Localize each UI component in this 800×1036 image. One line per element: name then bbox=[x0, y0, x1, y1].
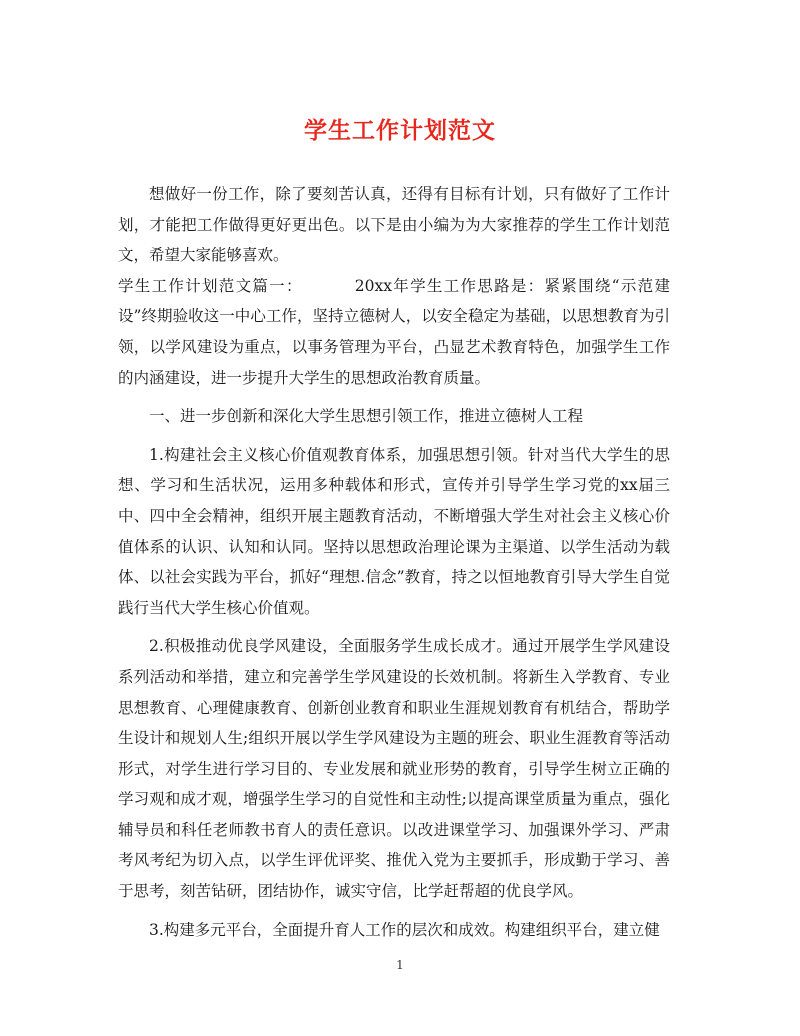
page-number: 1 bbox=[396, 958, 404, 972]
chapter-paragraph bbox=[118, 271, 670, 393]
intro-paragraph: 想做好一份工作，除了要刻苦认真，还得有目标有计划，只有做好了工作计划，才能把工作做得更好更出色。以下是由小编为为大家推荐的学生工作计划范文，希望大家能够喜欢。 bbox=[118, 185, 670, 265]
item-3-paragraph: 3.构建多元平台，全面提升育人工作的层次和成效。构建组织平台，建立健 bbox=[149, 920, 660, 939]
document-body bbox=[118, 179, 670, 945]
chapter-text: 20xx年学生工作思路是：紧紧围绕“示范建设”终期验收这一中心工作，坚持立德树人，以安全稳定为基础，以思想教育为引领，以学风建设为重点，以事务管理为平台，凸显艺术教育特色，加强学生工作的内涵建设，进一步提升大学生的思想政治教育质量。 bbox=[118, 276, 670, 387]
section-heading: 一、进一步创新和深化大学生思想引领工作，推进立德树人工程 bbox=[149, 407, 584, 426]
document-title: 学生工作计划范文 bbox=[304, 117, 496, 144]
item-2-paragraph: 2.积极推动优良学风建设，全面服务学生成长成才。通过开展学生学风建设系列活动和举措，建立和完善学生学风建设的长效机制。将新生入学教育、专业思想教育、心理健康教育、创新创业教育和职业生涯规划教育有机结合，帮助学生设计和规划人生;组织开展以学生学风建设为主题的班会、职业生涯教育等活动形式，对学生进行学习目的、专业发展和就业形势的教育，引导学生树立正确的学习观和成才观，增强学生学习的自觉性和主动性;以提高课堂质量为重点，强化辅导员和科任老师教书育人的责任意识。以改进课堂学习、加强课外学习、严肃考风考纪为切入点，以学生评优评奖、推优入党为主要抓手，形成勤于学习、善于思考，刻苦钻研，团结协作，诚实守信，比学赶帮超的优良学风。 bbox=[118, 637, 670, 901]
item-1-paragraph: 1.构建社会主义核心价值观教育体系，加强思想引领。针对当代大学生的思想、学习和生活状况，运用多种载体和形式，宣传并引导学生学习党的xx届三中、四中全会精神，组织开展主题教育活动，不断增强大学生对社会主义核心价值体系的认识、认知和认同。坚持以思想政治理论课为主渠道、以学生活动为载体、以社会实践为平台，抓好“理想.信念”教育，持之以恒地教育引导大学生自觉践行当代大学生核心价值观。 bbox=[118, 445, 670, 617]
chapter-label: 学生工作计划范文篇一： bbox=[118, 276, 303, 295]
